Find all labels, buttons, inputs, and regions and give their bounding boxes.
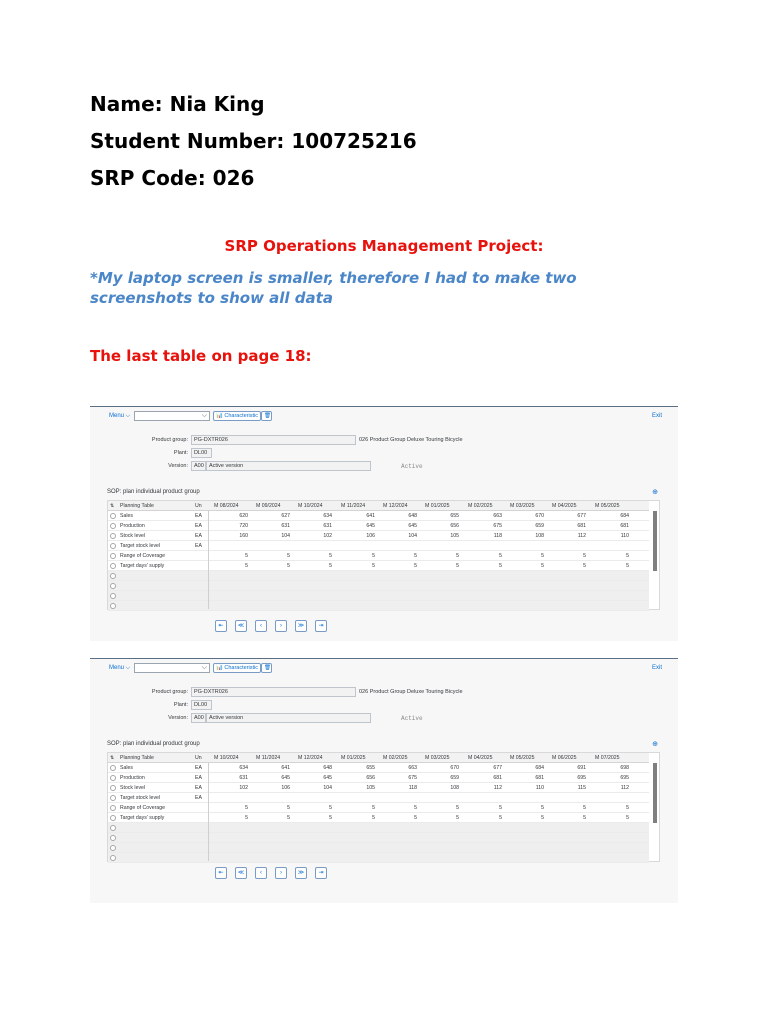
- table-cell[interactable]: 108: [450, 785, 459, 791]
- table-cell[interactable]: 5: [372, 815, 375, 821]
- table-row: [108, 813, 649, 823]
- column-header-month: M 07/2025: [595, 755, 620, 761]
- column-header-planning-table: Planning Table: [120, 755, 154, 761]
- table-cell[interactable]: 670: [450, 765, 459, 771]
- table-row: [108, 803, 649, 813]
- product-group-label: Product group:: [151, 437, 188, 443]
- row-label: Sales: [120, 765, 133, 771]
- column-header-month: M 05/2025: [595, 503, 620, 509]
- table-cell[interactable]: 5: [329, 815, 332, 821]
- row-selector-radio[interactable]: [110, 583, 116, 589]
- row-unit: EA: [195, 795, 202, 801]
- table-cell[interactable]: 681: [620, 523, 629, 529]
- table-cell[interactable]: 655: [366, 765, 375, 771]
- row-selector-radio[interactable]: [110, 775, 116, 781]
- table-cell[interactable]: 659: [535, 523, 544, 529]
- first-page-button[interactable]: ⇤: [215, 620, 227, 632]
- table-cell[interactable]: 5: [499, 553, 502, 559]
- next-block-button[interactable]: ≫: [295, 867, 307, 879]
- sap-screenshot-1: [90, 406, 678, 641]
- table-cell[interactable]: 5: [583, 805, 586, 811]
- row-label: Target days' supply: [120, 815, 165, 821]
- product-group-field[interactable]: PG-DXTR026: [191, 435, 356, 445]
- row-selector-radio[interactable]: [110, 795, 116, 801]
- version-description-field: Active version: [206, 713, 371, 723]
- planning-table: [107, 752, 660, 862]
- table-row: [108, 853, 649, 863]
- table-cell[interactable]: [548, 793, 586, 803]
- table-row: [108, 561, 649, 571]
- table-cell[interactable]: 112: [577, 533, 586, 539]
- table-cell[interactable]: 5: [499, 563, 502, 569]
- table-cell[interactable]: 631: [239, 775, 248, 781]
- table-cell[interactable]: 648: [323, 765, 332, 771]
- table-cell[interactable]: 106: [366, 533, 375, 539]
- row-label: Target stock level: [120, 543, 161, 549]
- characteristic-button[interactable]: 📊 Characteristic: [213, 663, 261, 673]
- row-selector-radio[interactable]: [110, 533, 116, 539]
- version-code-field[interactable]: A00: [191, 713, 206, 723]
- table-cell[interactable]: 656: [450, 523, 459, 529]
- column-header-month: M 11/2024: [341, 503, 366, 509]
- previous-block-button[interactable]: ≪: [235, 867, 247, 879]
- table-cell[interactable]: 115: [577, 785, 586, 791]
- table-cell[interactable]: 160: [239, 533, 248, 539]
- table-cell[interactable]: 118: [408, 785, 417, 791]
- table-row: [108, 551, 649, 561]
- table-cell[interactable]: [421, 793, 459, 803]
- section-title: SOP: plan individual product group: [107, 741, 200, 747]
- version-description-field: Active version: [206, 461, 371, 471]
- section-title: SOP: plan individual product group: [107, 489, 200, 495]
- table-cell[interactable]: 656: [366, 775, 375, 781]
- table-cell[interactable]: [337, 793, 375, 803]
- srp-code: SRP Code: 026: [90, 166, 255, 190]
- table-cell[interactable]: 681: [577, 523, 586, 529]
- table-cell[interactable]: 645: [366, 523, 375, 529]
- plant-field[interactable]: DL00: [191, 700, 212, 710]
- table-cell[interactable]: 5: [541, 553, 544, 559]
- delete-icon[interactable]: 🗑: [261, 663, 272, 673]
- table-cell[interactable]: 5: [372, 553, 375, 559]
- table-cell[interactable]: 645: [408, 523, 417, 529]
- table-cell[interactable]: 5: [414, 815, 417, 821]
- menu-button[interactable]: Menu ⌵: [109, 665, 131, 671]
- table-row: [108, 843, 649, 853]
- table-cell[interactable]: 5: [329, 805, 332, 811]
- row-selector-radio[interactable]: [110, 553, 116, 559]
- row-selector-radio[interactable]: [110, 513, 116, 519]
- column-header-month: M 03/2025: [425, 755, 450, 761]
- table-cell[interactable]: 670: [535, 513, 544, 519]
- column-divider: [208, 511, 209, 609]
- column-header-month: M 03/2025: [510, 503, 535, 509]
- row-unit: EA: [195, 533, 202, 539]
- status-text: Active: [401, 463, 423, 470]
- column-header-month: M 10/2024: [298, 503, 323, 509]
- last-page-button[interactable]: ⇥: [315, 620, 327, 632]
- table-cell[interactable]: 5: [245, 563, 248, 569]
- table-cell[interactable]: 691: [577, 765, 586, 771]
- table-cell[interactable]: 5: [329, 563, 332, 569]
- table-cell[interactable]: 5: [456, 553, 459, 559]
- row-selector-radio[interactable]: [110, 765, 116, 771]
- table-cell[interactable]: 681: [493, 775, 502, 781]
- table-row: [108, 581, 649, 591]
- row-selector-radio[interactable]: [110, 523, 116, 529]
- column-header-month: M 04/2025: [468, 755, 493, 761]
- table-cell[interactable]: 627: [281, 513, 290, 519]
- version-label: Version:: [168, 463, 188, 469]
- row-unit: EA: [195, 765, 202, 771]
- last-page-button[interactable]: ⇥: [315, 867, 327, 879]
- table-cell[interactable]: 5: [626, 815, 629, 821]
- table-cell[interactable]: 684: [620, 513, 629, 519]
- table-cell[interactable]: [379, 793, 417, 803]
- product-group-field[interactable]: PG-DXTR026: [191, 687, 356, 697]
- table-cell[interactable]: 5: [626, 805, 629, 811]
- table-row: [108, 793, 649, 803]
- table-cell[interactable]: 5: [245, 553, 248, 559]
- row-label: Target days' supply: [120, 563, 165, 569]
- table-cell[interactable]: 648: [408, 513, 417, 519]
- expand-icon[interactable]: ⊕: [652, 741, 658, 748]
- table-row: [108, 773, 649, 783]
- column-header-month: M 02/2025: [468, 503, 493, 509]
- row-selector-radio[interactable]: [110, 845, 116, 851]
- table-row: [108, 541, 649, 551]
- table-row: [108, 823, 649, 833]
- table-cell[interactable]: 105: [366, 785, 375, 791]
- table-cell[interactable]: 105: [450, 533, 459, 539]
- row-label: Production: [120, 775, 145, 781]
- table-cell[interactable]: 663: [408, 765, 417, 771]
- row-selector-radio[interactable]: [110, 785, 116, 791]
- column-header-unit: Un: [195, 503, 202, 509]
- table-cell[interactable]: 675: [408, 775, 417, 781]
- row-label: Sales: [120, 513, 133, 519]
- table-cell[interactable]: 104: [323, 785, 332, 791]
- view-dropdown[interactable]: [134, 663, 210, 673]
- next-page-button[interactable]: ›: [275, 620, 287, 632]
- previous-block-button[interactable]: ≪: [235, 620, 247, 632]
- chevron-down-icon: ⌵: [201, 412, 207, 419]
- table-cell[interactable]: 102: [239, 785, 248, 791]
- row-selector-radio[interactable]: [110, 805, 116, 811]
- table-cell[interactable]: 698: [620, 765, 629, 771]
- table-cell[interactable]: 104: [281, 533, 290, 539]
- table-cell[interactable]: 5: [414, 563, 417, 569]
- product-group-description: 026 Product Group Deluxe Touring Bicycle: [359, 689, 463, 695]
- table-cell[interactable]: [252, 793, 290, 803]
- window-top-border: [90, 658, 678, 659]
- status-text: Active: [401, 715, 423, 722]
- table-cell[interactable]: 5: [414, 553, 417, 559]
- table-cell[interactable]: 112: [493, 785, 502, 791]
- row-unit: EA: [195, 543, 202, 549]
- table-cell[interactable]: 645: [323, 775, 332, 781]
- table-cell[interactable]: 5: [583, 815, 586, 821]
- first-page-button[interactable]: ⇤: [215, 867, 227, 879]
- table-cell[interactable]: [252, 541, 290, 551]
- column-header-month: M 08/2024: [214, 503, 239, 509]
- table-cell[interactable]: 641: [281, 765, 290, 771]
- table-cell[interactable]: 684: [535, 765, 544, 771]
- row-selector-radio[interactable]: [110, 563, 116, 569]
- row-selector-radio[interactable]: [110, 815, 116, 821]
- vertical-scrollbar[interactable]: [653, 511, 657, 571]
- row-selector-radio[interactable]: [110, 825, 116, 831]
- table-cell[interactable]: 5: [287, 553, 290, 559]
- row-selector-radio[interactable]: [110, 855, 116, 861]
- table-cell[interactable]: 655: [450, 513, 459, 519]
- plant-field[interactable]: DL00: [191, 448, 212, 458]
- product-group-label: Product group:: [151, 689, 188, 695]
- table-cell[interactable]: [548, 541, 586, 551]
- row-unit: EA: [195, 785, 202, 791]
- table-cell[interactable]: 5: [456, 815, 459, 821]
- table-cell[interactable]: [591, 793, 629, 803]
- table-cell[interactable]: [464, 541, 502, 551]
- column-header-month: M 04/2025: [552, 503, 577, 509]
- column-header-month: M 01/2025: [341, 755, 366, 761]
- row-selector-radio[interactable]: [110, 835, 116, 841]
- table-cell[interactable]: 5: [499, 815, 502, 821]
- column-header-month: M 09/2024: [256, 503, 281, 509]
- project-title: SRP Operations Management Project:: [224, 237, 544, 255]
- previous-page-button[interactable]: ‹: [255, 867, 267, 879]
- table-row: [108, 571, 649, 581]
- student-name: Name: Nia King: [90, 92, 265, 116]
- table-cell[interactable]: 104: [408, 533, 417, 539]
- table-row: [108, 763, 649, 773]
- table-cell[interactable]: 112: [620, 785, 629, 791]
- screen-note: *My laptop screen is smaller, therefore I had to make two screenshots to show all data: [90, 269, 577, 307]
- plant-label: Plant:: [173, 702, 188, 708]
- column-header-month: M 02/2025: [383, 755, 408, 761]
- table-cell[interactable]: [421, 541, 459, 551]
- row-label: Stock level: [120, 785, 146, 791]
- table-cell[interactable]: 659: [450, 775, 459, 781]
- table-cell[interactable]: 5: [287, 563, 290, 569]
- column-header-month: M 12/2024: [298, 755, 323, 761]
- toolbar: [90, 662, 678, 674]
- exit-link[interactable]: Exit: [651, 413, 662, 419]
- column-header-month: M 10/2024: [214, 755, 239, 761]
- table-cell[interactable]: 102: [323, 533, 332, 539]
- table-cell[interactable]: 5: [499, 805, 502, 811]
- table-row: [108, 591, 649, 601]
- row-label: Production: [120, 523, 145, 529]
- pagination-controls: [215, 620, 335, 632]
- table-cell[interactable]: 620: [239, 513, 248, 519]
- table-cell[interactable]: 5: [245, 815, 248, 821]
- table-row: [108, 783, 649, 793]
- chevron-down-icon: ⌵: [201, 664, 207, 671]
- table-cell[interactable]: 5: [456, 805, 459, 811]
- row-selector-radio[interactable]: [110, 593, 116, 599]
- table-row: [108, 511, 649, 521]
- expand-icon[interactable]: ⊕: [652, 489, 658, 496]
- toolbar: [90, 410, 678, 422]
- table-cell[interactable]: [506, 793, 544, 803]
- plant-label: Plant:: [173, 450, 188, 456]
- column-header-month: M 06/2025: [552, 755, 577, 761]
- table-cell[interactable]: 634: [239, 765, 248, 771]
- table-header-row: [108, 501, 649, 511]
- table-cell[interactable]: [294, 793, 332, 803]
- table-cell[interactable]: 641: [366, 513, 375, 519]
- row-selector-radio[interactable]: [110, 603, 116, 609]
- table-cell[interactable]: 5: [329, 553, 332, 559]
- last-table-label: The last table on page 18:: [90, 347, 312, 365]
- table-cell[interactable]: 5: [626, 553, 629, 559]
- table-cell[interactable]: 677: [493, 765, 502, 771]
- row-label: Stock level: [120, 533, 146, 539]
- table-cell[interactable]: 108: [535, 533, 544, 539]
- table-cell[interactable]: 677: [577, 513, 586, 519]
- table-cell[interactable]: 631: [281, 523, 290, 529]
- exit-link[interactable]: Exit: [651, 665, 662, 671]
- table-cell[interactable]: 5: [583, 553, 586, 559]
- table-cell[interactable]: 5: [245, 805, 248, 811]
- row-selector-radio[interactable]: [110, 573, 116, 579]
- table-cell[interactable]: 5: [626, 563, 629, 569]
- next-block-button[interactable]: ≫: [295, 620, 307, 632]
- table-row: [108, 833, 649, 843]
- delete-icon[interactable]: 🗑: [261, 411, 272, 421]
- table-cell[interactable]: [464, 793, 502, 803]
- planning-table: [107, 500, 660, 610]
- table-cell[interactable]: 695: [620, 775, 629, 781]
- row-label: Target stock level: [120, 795, 161, 801]
- row-label: Range of Coverage: [120, 805, 165, 811]
- table-row: [108, 601, 649, 611]
- table-cell[interactable]: 5: [372, 805, 375, 811]
- row-selector-radio[interactable]: [110, 543, 116, 549]
- row-unit: EA: [195, 513, 202, 519]
- table-cell[interactable]: 634: [323, 513, 332, 519]
- table-cell[interactable]: 645: [281, 775, 290, 781]
- table-cell[interactable]: [337, 541, 375, 551]
- table-cell[interactable]: [506, 541, 544, 551]
- table-cell[interactable]: 5: [583, 563, 586, 569]
- row-unit: EA: [195, 523, 202, 529]
- previous-page-button[interactable]: ‹: [255, 620, 267, 632]
- table-cell[interactable]: [210, 541, 248, 551]
- table-cell[interactable]: 118: [493, 533, 502, 539]
- characteristic-button[interactable]: 📊 Characteristic: [213, 411, 261, 421]
- vertical-scrollbar[interactable]: [653, 763, 657, 823]
- pagination-controls: [215, 867, 335, 879]
- planning-table-icon: ⇅: [110, 503, 115, 509]
- column-header-month: M 01/2025: [425, 503, 450, 509]
- table-cell[interactable]: 106: [281, 785, 290, 791]
- table-cell[interactable]: 5: [541, 805, 544, 811]
- table-cell[interactable]: 695: [577, 775, 586, 781]
- table-cell[interactable]: 5: [287, 805, 290, 811]
- table-cell[interactable]: 5: [287, 815, 290, 821]
- table-cell[interactable]: [379, 541, 417, 551]
- version-label: Version:: [168, 715, 188, 721]
- row-label: Range of Coverage: [120, 553, 165, 559]
- sap-screenshot-2: [90, 658, 678, 903]
- row-unit: EA: [195, 775, 202, 781]
- table-cell[interactable]: [294, 541, 332, 551]
- student-number: Student Number: 100725216: [90, 129, 417, 153]
- table-cell[interactable]: 5: [414, 805, 417, 811]
- table-cell[interactable]: 5: [372, 563, 375, 569]
- table-cell[interactable]: 631: [323, 523, 332, 529]
- planning-table-icon: ⇅: [110, 755, 115, 761]
- table-cell[interactable]: [591, 541, 629, 551]
- table-cell[interactable]: 5: [541, 563, 544, 569]
- table-cell[interactable]: 681: [535, 775, 544, 781]
- column-header-month: M 12/2024: [383, 503, 408, 509]
- column-header-planning-table: Planning Table: [120, 503, 154, 509]
- next-page-button[interactable]: ›: [275, 867, 287, 879]
- table-row: [108, 531, 649, 541]
- table-cell[interactable]: [210, 793, 248, 803]
- product-group-description: 026 Product Group Deluxe Touring Bicycle: [359, 437, 463, 443]
- column-header-month: M 05/2025: [510, 755, 535, 761]
- column-header-unit: Un: [195, 755, 202, 761]
- table-cell[interactable]: 110: [535, 785, 544, 791]
- table-header-row: [108, 753, 649, 763]
- table-cell[interactable]: 663: [493, 513, 502, 519]
- table-cell[interactable]: 5: [541, 815, 544, 821]
- table-cell[interactable]: 675: [493, 523, 502, 529]
- table-cell[interactable]: 720: [239, 523, 248, 529]
- table-row: [108, 521, 649, 531]
- menu-button[interactable]: Menu ⌵: [109, 413, 131, 419]
- table-cell[interactable]: 110: [620, 533, 629, 539]
- column-divider: [208, 763, 209, 861]
- column-header-month: M 11/2024: [256, 755, 281, 761]
- table-cell[interactable]: 5: [456, 563, 459, 569]
- view-dropdown[interactable]: [134, 411, 210, 421]
- window-top-border: [90, 406, 678, 407]
- version-code-field[interactable]: A00: [191, 461, 206, 471]
